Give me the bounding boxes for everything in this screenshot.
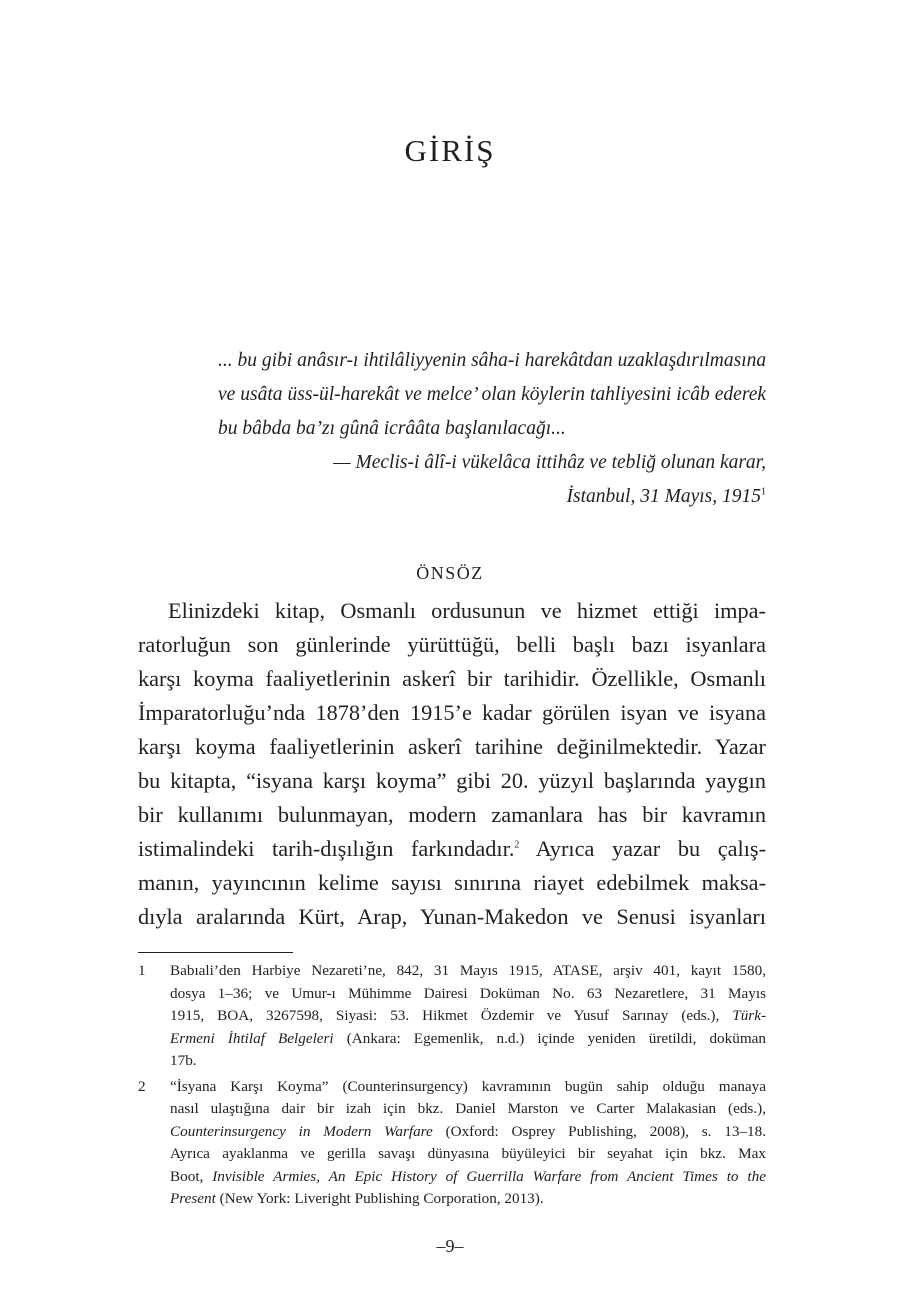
- footnote-text: (Oxford: Osprey Publishing, 2008), s. 13–18.: [432, 1122, 766, 1140]
- epigraph: [218, 344, 766, 514]
- body-line-8b: Ayrıca yazar bu çalış-: [519, 836, 766, 861]
- body-text: [138, 594, 766, 934]
- footnote-number: 2: [138, 1077, 146, 1095]
- footnote-line: Ayrıca ayaklanma ve gerilla savaşı dünyasına büyüleyici bir seyahat için bkz. Max: [170, 1145, 766, 1162]
- footnote-line: [170, 1188, 766, 1211]
- page-number: –9–: [436, 1236, 464, 1256]
- footnote-title-italic: Türk-: [732, 1007, 766, 1024]
- footnote-ref-1: 1: [761, 486, 766, 498]
- body-line: bu kitapta, “isyana karşı koyma” gibi 20. yüzyıl başlarında yaygın: [138, 768, 766, 793]
- footnote-title-italic: Invisible Armies, An Epic History of Guerrilla Warfare from Ancient Times to the: [212, 1167, 766, 1185]
- body-line: karşı koyma faaliyetlerinin askerî bir tarihidir. Özellikle, Osmanlı: [138, 666, 766, 691]
- footnote-1: [138, 960, 766, 1073]
- epigraph-line-1: ... bu gibi anâsır-ı ihtilâliyyenin sâha-i harekâtdan uzaklaşdırılmasına: [218, 350, 767, 371]
- footnote-line: [170, 1121, 766, 1144]
- footnote-line: Babıali’den Harbiye Nezareti’ne, 842, 31 Mayıs 1915, ATASE, arşiv 401, kayıt 1580,: [170, 962, 766, 979]
- body-line: bir kullanımı bulunmayan, modern zamanlara has bir kavramın: [138, 802, 766, 827]
- body-line: Elinizdeki kitap, Osmanlı ordusunun ve hizmet ettiği impa-: [168, 598, 766, 623]
- body-line: ratorluğun son günlerinde yürüttüğü, belli başlı bazı isyanlara: [138, 632, 766, 657]
- footnote-number: 1: [138, 962, 146, 979]
- epigraph-attribution-1: — Meclis-i âlî-i vükelâca ittihâz ve tebliğ olunan karar,: [333, 452, 766, 473]
- footnote-line: “İsyana Karşı Koyma” (Counterinsurgency) kavramının bugün sahip olduğu manaya: [170, 1077, 766, 1095]
- epigraph-line-3: bu bâbda ba’zı gûnâ icrââta başlanılacağı...: [218, 418, 566, 439]
- body-line-8a: istimalindeki tarih-dışılığın farkındadır.: [138, 836, 515, 861]
- body-line: dıyla aralarında Kürt, Arap, Yunan-Makedon ve Senusi isyanları: [138, 904, 766, 929]
- footnote-text: Boot,: [170, 1167, 213, 1185]
- footnote-text: 1915, BOA, 3267598, Siyasi: 53. Hikmet Özdemir ve Yusuf Sarınay (eds.),: [170, 1007, 733, 1024]
- footnotes: [138, 960, 766, 1211]
- footnote-text: (New York: Liveright Publishing Corporation, 2013).: [215, 1190, 544, 1207]
- footnote-title-italic: Ermeni İhtilaf Belgeleri: [170, 1029, 334, 1047]
- body-line: İmparatorluğu’nda 1878’den 1915’e kadar görülen isyan ve isyana: [138, 700, 766, 725]
- body-line: manın, yayıncının kelime sayısı sınırına riayet edebilmek maksa-: [138, 870, 766, 895]
- body-line: [138, 832, 766, 866]
- epigraph-attribution-place-date: İstanbul, 31 Mayıs, 1915: [566, 486, 761, 507]
- footnote-text: (Ankara: Egemenlik, n.d.) içinde yeniden üretildi, doküman: [333, 1029, 766, 1047]
- footnote-line: nasıl ulaştığına dair bir izah için bkz. Daniel Marston ve Carter Malakasian (eds.),: [170, 1100, 766, 1117]
- footnote-divider: [138, 952, 293, 953]
- epigraph-attribution-2: [218, 480, 766, 514]
- footnote-line: [170, 1028, 766, 1051]
- chapter-title: GİRİŞ: [404, 132, 496, 168]
- footnote-line: 17b.: [170, 1052, 197, 1069]
- footnote-2: [138, 1076, 766, 1211]
- footnote-line: dosya 1–36; ve Umur-ı Mühimme Dairesi Doküman No. 63 Nezaretlere, 31 Mayıs: [170, 984, 766, 1002]
- footnote-title-italic: Counterinsurgency in Modern Warfare: [170, 1122, 433, 1140]
- section-heading: ÖNSÖZ: [416, 563, 484, 583]
- footnote-ref-2: 2: [514, 839, 520, 851]
- body-line: karşı koyma faaliyetlerinin askerî tarihine değinilmektedir. Yazar: [138, 734, 766, 759]
- footnote-line: [170, 1166, 766, 1189]
- footnote-line: [170, 1005, 766, 1028]
- footnote-title-italic: Present: [170, 1190, 216, 1207]
- epigraph-line-2: ve usâta üss-ül-harekât ve melce’ olan köylerin tahliyesini icâb ederek: [218, 384, 766, 405]
